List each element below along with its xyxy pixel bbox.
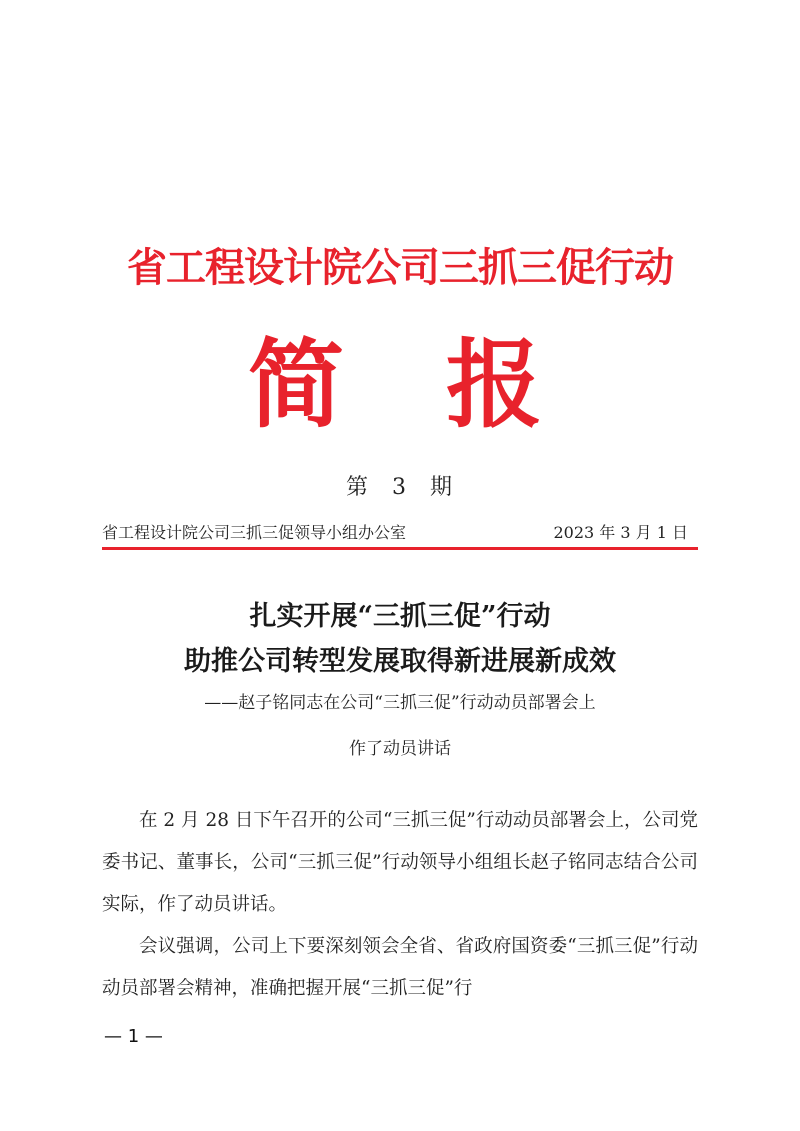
article-headline-line-1: 扎实开展“三抓三促”行动 (249, 601, 551, 632)
issuer-date-line (102, 522, 698, 544)
body-paragraph: 会议强调，公司上下要深刻领会全省、省政府国资委“三抓三促”行动动员部署会精神，准确把握开展“三抓三促”行 (102, 936, 698, 999)
issue-date: 2023 年 3 月 1 日 (553, 523, 688, 542)
masthead-title: 省工程设计院公司三抓三促行动 (127, 245, 673, 291)
bulletin-title-char-1: 简 (248, 328, 344, 441)
issue-number: 3 (392, 475, 408, 500)
red-divider (102, 547, 698, 550)
article-body (102, 800, 698, 1010)
article-subtitle-line-1: ——赵子铭同志在公司“三抓三促”行动动员部署会上 (204, 693, 596, 713)
issue-number-line (0, 470, 800, 501)
article-headline-line-2: 助推公司转型发展取得新进展新成效 (184, 646, 616, 677)
body-paragraph: 在 2 月 28 日下午召开的公司“三抓三促”行动动员部署会上，公司党委书记、董事长，公司“三抓三促”行动领导小组组长赵子铭同志结合公司实际，作了动员讲话。 (102, 810, 698, 915)
issue-suffix: 期 (430, 475, 455, 500)
issue-prefix: 第 (345, 475, 370, 500)
bulletin-title-char-2: 报 (446, 328, 542, 441)
article-subtitle-line-2: 作了动员讲话 (349, 739, 451, 759)
page-number: — 1 — (104, 1026, 163, 1047)
issuer-name: 省工程设计院公司三抓三促领导小组办公室 (102, 523, 407, 542)
